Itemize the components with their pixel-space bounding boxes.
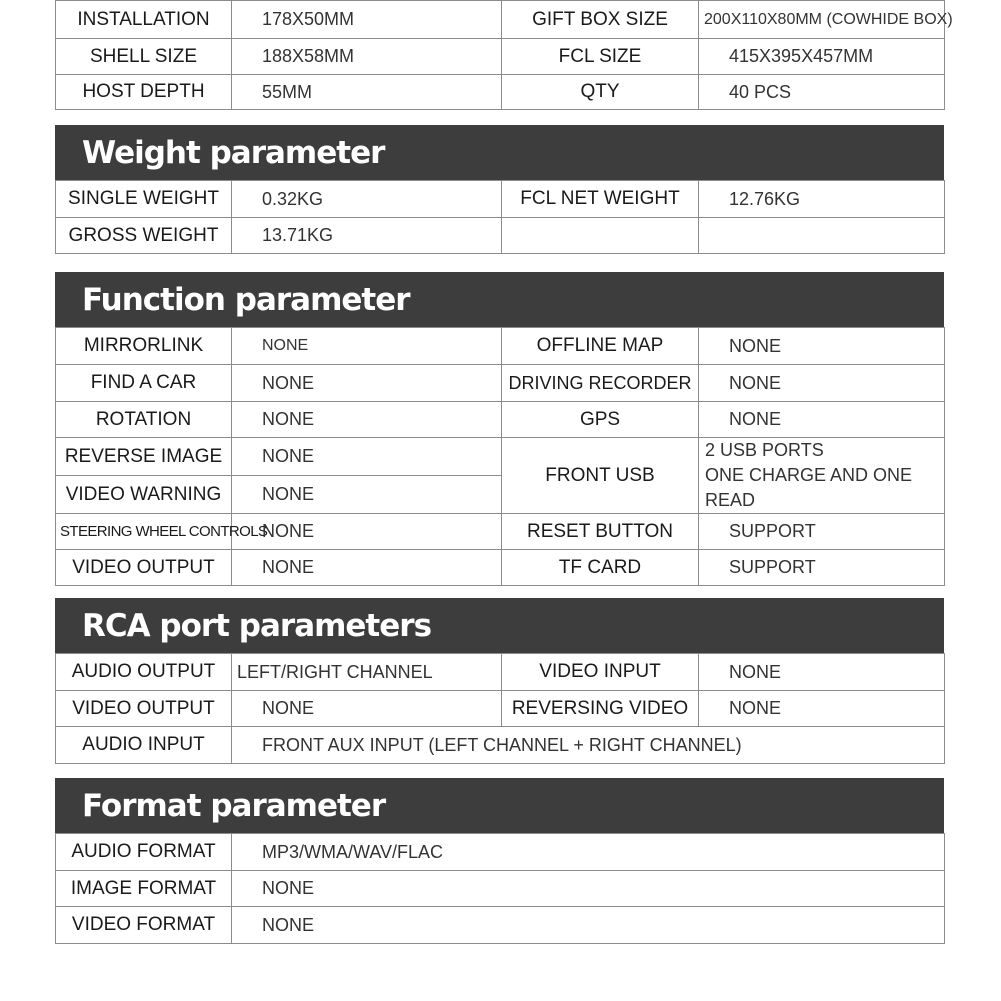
shell-size-value: 188X58MM: [232, 39, 502, 75]
image-format-value: NONE: [232, 871, 945, 907]
installation-value: 178X50MM: [232, 1, 502, 39]
table-row: [56, 691, 945, 727]
reset-button-value: SUPPORT: [699, 514, 945, 550]
table-row: [56, 727, 945, 764]
find-a-car-value: NONE: [232, 365, 502, 402]
front-usb-line1: 2 USB PORTS: [705, 440, 824, 460]
video-format-label: VIDEO FORMAT: [56, 907, 232, 944]
reversing-video-value: NONE: [699, 691, 945, 727]
table-row: [56, 75, 945, 110]
empty-cell: [699, 218, 945, 254]
video-output-label: VIDEO OUTPUT: [56, 550, 232, 586]
gift-box-size-value: 200X110X80MM (COWHIDE BOX): [699, 1, 945, 39]
tf-card-label: TF CARD: [502, 550, 699, 586]
weight-table: [55, 180, 945, 254]
find-a-car-label: FIND A CAR: [56, 365, 232, 402]
rotation-label: ROTATION: [56, 402, 232, 438]
video-output-value: NONE: [232, 550, 502, 586]
reset-button-label: RESET BUTTON: [502, 514, 699, 550]
rotation-value: NONE: [232, 402, 502, 438]
single-weight-value: 0.32KG: [232, 181, 502, 218]
image-format-label: IMAGE FORMAT: [56, 871, 232, 907]
table-row: [56, 181, 945, 218]
steering-wheel-controls-label: STEERING WHEEL CONTROLS: [56, 514, 232, 550]
table-row: [56, 654, 945, 691]
mirrorlink-value: NONE: [232, 328, 502, 365]
gross-weight-label: GROSS WEIGHT: [56, 218, 232, 254]
host-depth-label: HOST DEPTH: [56, 75, 232, 110]
reverse-image-value: NONE: [232, 438, 502, 476]
rca-video-output-label: VIDEO OUTPUT: [56, 691, 232, 727]
gross-weight-value: 13.71KG: [232, 218, 502, 254]
single-weight-label: SINGLE WEIGHT: [56, 181, 232, 218]
audio-format-label: AUDIO FORMAT: [56, 834, 232, 871]
table-row: [56, 907, 945, 944]
fcl-net-weight-value: 12.76KG: [699, 181, 945, 218]
installation-label: INSTALLATION: [56, 1, 232, 39]
table-row: [56, 1, 945, 39]
function-section-title: Function parameter: [55, 272, 944, 327]
table-row: [56, 871, 945, 907]
video-format-value: NONE: [232, 907, 945, 944]
table-row: [56, 218, 945, 254]
gps-label: GPS: [502, 402, 699, 438]
offline-map-value: NONE: [699, 328, 945, 365]
video-warning-value: NONE: [232, 476, 502, 514]
rca-video-output-value: NONE: [232, 691, 502, 727]
weight-section-title: Weight parameter: [55, 125, 944, 180]
steering-wheel-controls-value: NONE: [232, 514, 502, 550]
audio-output-label: AUDIO OUTPUT: [56, 654, 232, 691]
host-depth-value: 55MM: [232, 75, 502, 110]
driving-recorder-label: DRIVING RECORDER: [502, 365, 699, 402]
weight-section: [55, 125, 944, 254]
fcl-size-label: FCL SIZE: [502, 39, 699, 75]
offline-map-label: OFFLINE MAP: [502, 328, 699, 365]
gift-box-size-label: GIFT BOX SIZE: [502, 1, 699, 39]
audio-input-label: AUDIO INPUT: [56, 727, 232, 764]
video-input-value: NONE: [699, 654, 945, 691]
dimensions-section: [55, 0, 953, 110]
format-section-title: Format parameter: [55, 778, 944, 833]
reverse-image-label: REVERSE IMAGE: [56, 438, 232, 476]
qty-value: 40 PCS: [699, 75, 945, 110]
function-table: [55, 327, 945, 586]
table-row: [56, 39, 945, 75]
front-usb-value: [699, 438, 945, 514]
gps-value: NONE: [699, 402, 945, 438]
audio-output-value: LEFT/RIGHT CHANNEL: [232, 654, 502, 691]
format-section: [55, 778, 944, 944]
fcl-net-weight-label: FCL NET WEIGHT: [502, 181, 699, 218]
table-row: [56, 834, 945, 871]
shell-size-label: SHELL SIZE: [56, 39, 232, 75]
audio-format-value: MP3/WMA/WAV/FLAC: [232, 834, 945, 871]
front-usb-line2: ONE CHARGE AND ONE READ: [705, 465, 913, 510]
table-row: [56, 328, 945, 365]
video-warning-label: VIDEO WARNING: [56, 476, 232, 514]
driving-recorder-value: NONE: [699, 365, 945, 402]
audio-input-value: FRONT AUX INPUT (LEFT CHANNEL + RIGHT CHANNEL): [232, 727, 945, 764]
table-row: [56, 438, 945, 476]
format-table: [55, 833, 945, 944]
function-section: [55, 272, 944, 586]
rca-section: [55, 598, 944, 764]
empty-cell: [502, 218, 699, 254]
reversing-video-label: REVERSING VIDEO: [502, 691, 699, 727]
rca-table: [55, 653, 945, 764]
tf-card-value: SUPPORT: [699, 550, 945, 586]
table-row: [56, 514, 945, 550]
fcl-size-value: 415X395X457MM: [699, 39, 945, 75]
mirrorlink-label: MIRRORLINK: [56, 328, 232, 365]
qty-label: QTY: [502, 75, 699, 110]
table-row: [56, 365, 945, 402]
dimensions-table: [55, 0, 953, 110]
video-input-label: VIDEO INPUT: [502, 654, 699, 691]
table-row: [56, 402, 945, 438]
front-usb-label: FRONT USB: [502, 438, 699, 514]
rca-section-title: RCA port parameters: [55, 598, 944, 653]
table-row: [56, 550, 945, 586]
